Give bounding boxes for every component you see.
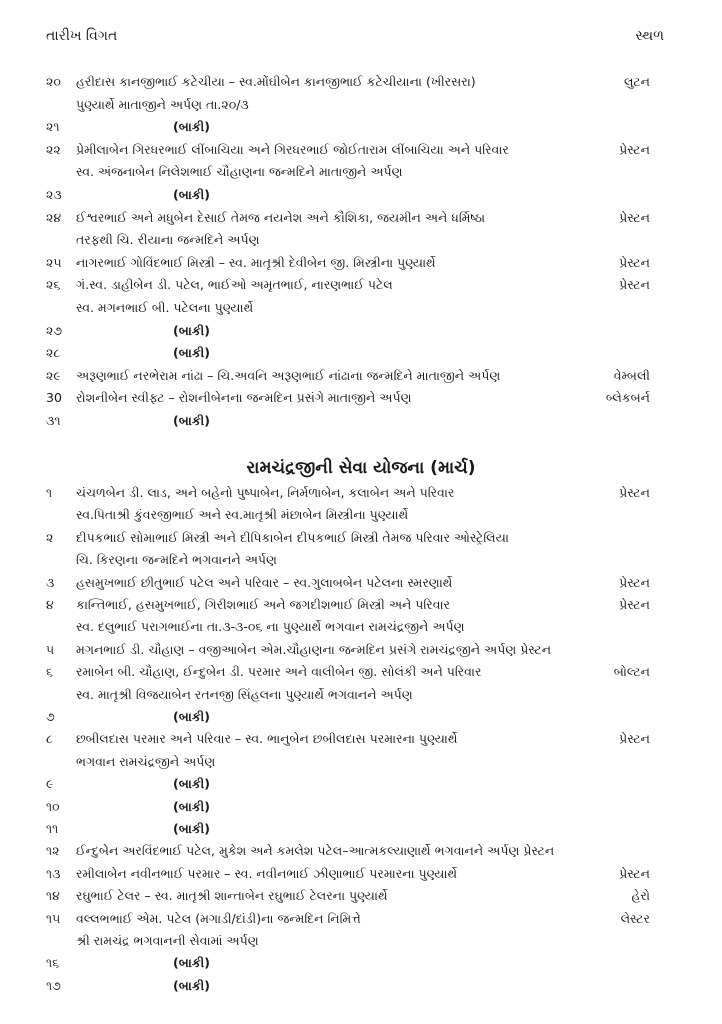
entry-place: બ્લેકબર્ન	[605, 390, 650, 406]
pending-label: (બાકી)	[173, 776, 210, 792]
entry-details: રઘુભાઈ ટેલર – સ્વ. માતૃશ્રી શાન્તાબેન રઘુભાઈ ટેલરના પુણ્યાર્થે	[76, 888, 388, 904]
entry-date: ૪	[46, 597, 54, 612]
entry-place: લેસ્ટર	[620, 910, 650, 926]
entry-date: ૫	[46, 641, 55, 657]
entry-details: રોશનીબેન સ્વીફ્ટ – રોશનીબેનના જન્મદિન પ્રસંગે માતાજીને અર્પણ	[76, 390, 412, 406]
entry-date: ૧૧	[46, 821, 59, 836]
entry-place: હેરો	[631, 888, 650, 904]
pending-label: (બાકી)	[173, 345, 210, 361]
entry-details: સ્વ.પિતાશ્રી કુંવરજીભાઈ અને સ્વ.માતૃશ્રી મંછાબેન મિસ્ત્રીના પુણ્યાર્થે	[76, 507, 409, 523]
entry-details: નાગરભાઈ ગોવિંદભાઈ મિસ્ત્રી – સ્વ. માતૃશ્રી દેવીબેન જી. મિસ્ત્રીના પુણ્યાર્થે	[76, 254, 436, 270]
list-item	[0, 482, 722, 504]
list-item	[0, 71, 722, 93]
list-item	[0, 320, 722, 342]
entry-details: અરૂણભાઈ નરભેરામ નાંઢા – ચિ.અવનિ અરૂણભાઈ નાંઢાના જન્મદિને માતાજીને અર્પણ	[76, 367, 501, 383]
entry-date: ૧૦	[46, 798, 60, 814]
entry-details: રમીલાબેન નવીનભાઈ પરમાર – સ્વ. નવીનભાઈ ઝીણાભાઈ પરમારના પુણ્યાર્થે	[76, 865, 458, 881]
entry-place: પ્રેસ્ટન	[619, 141, 650, 157]
list-item	[0, 549, 722, 571]
list-item	[0, 840, 722, 862]
entry-details: ગં.સ્વ. ડાહીબેન ડી. પટેલ, ભાઈઓ અમૃતભાઈ, નારણભાઈ પટેલ	[76, 277, 393, 293]
list-item	[0, 527, 722, 549]
pending-label: (બાકી)	[173, 413, 210, 428]
entry-details: પ્રેમીલાબેન ગિરધરભાઈ લીંબાચિયા અને ગિરધરભાઈ જોઈતારામ લીંબાચિયા અને પરિવાર	[76, 141, 509, 157]
entry-details: શ્રી રામચંદ્ર ભગવાનની સેવામાં અર્પણ	[76, 933, 259, 948]
entry-details: વલ્લભભાઈ એમ. પટેલ (મગાડી/દાંડી)ના જન્મદિન નિમિત્તે	[76, 910, 361, 926]
entry-details: કાન્તિભાઈ, હસમુખભાઈ, ગિરીશભાઈ અને જગદીશભાઈ મિસ્ત્રી અને પરિવાર	[76, 597, 451, 612]
entry-date: ૮	[46, 731, 53, 747]
list-item	[0, 751, 722, 773]
list-item	[0, 616, 722, 638]
list-item	[0, 773, 722, 795]
list-item	[0, 908, 722, 930]
list-item	[0, 818, 722, 840]
entry-place: પ્રેસ્ટન	[619, 574, 650, 590]
entry-date: 30	[46, 390, 62, 406]
list-item	[0, 885, 722, 907]
entry-place: પ્રેસ્ટન	[619, 731, 650, 747]
entry-date: ૧૫	[46, 910, 61, 926]
header-place: સ્થળ	[635, 28, 664, 44]
entry-date: ૭	[46, 709, 55, 724]
entry-details: દીપકભાઈ સોમાભાઈ મિસ્ત્રી અને દીપિકાબેન દીપકભાઈ મિસ્ત્રી તેમજ પરિવાર ઓસ્ટ્રેલિયા	[76, 529, 509, 545]
entry-details: સ્વ. અંજનાબેન નિલેશભાઈ ચૌહાણના જન્મદિને માતાજીને અર્પણ	[76, 164, 403, 180]
list-item	[0, 139, 722, 161]
list-item	[0, 639, 722, 661]
entry-place: વેમ્બલી	[613, 367, 650, 383]
list-item	[0, 572, 722, 594]
pending-label: (બાકી)	[173, 187, 210, 202]
list-item	[0, 863, 722, 885]
entry-details: મગનભાઈ ડી. ચૌહાણ – વજીઆબેન એમ.ચૌહાણના જન્મદિન પ્રસંગે રામચંદ્રજીને અર્પણ પ્રેસ્ટન	[76, 641, 552, 657]
pending-label: (બાકી)	[173, 709, 210, 724]
list-item	[0, 594, 722, 616]
entry-details: પુણ્યાર્થે માતાજીને અર્પણ તા.૨૦/૩	[76, 96, 249, 112]
entry-date: ૨૪	[46, 209, 62, 225]
list-item	[0, 930, 722, 952]
entry-date: ૨૭	[46, 322, 63, 338]
list-item	[0, 184, 722, 206]
list-item	[0, 274, 722, 296]
entry-date: ૧૩	[46, 865, 61, 881]
entry-details: ચિ. કિરણના જન્મદિને ભગવાનને અર્પણ	[76, 552, 277, 568]
list-item	[0, 207, 722, 229]
list-item	[0, 387, 722, 409]
list-item	[0, 229, 722, 251]
entry-details: તરફથી ચિ. રીયાના જન્મદિને અર્પણ	[76, 232, 260, 248]
entry-date: ૩૧	[46, 413, 61, 428]
entry-details: ઈન્દુબેન અરવિંદભાઈ પટેલ, મુકેશ અને કમલેશ પટેલ–આત્મકલ્યાણાર્થે ભગવાનને અર્પણ પ્રેસ્ટન	[76, 843, 555, 859]
pending-label: (બાકી)	[173, 798, 210, 814]
entry-date: ૧૨	[46, 843, 60, 859]
list-item	[0, 975, 722, 997]
entry-date: ૧	[46, 485, 53, 500]
entry-date: ૧૬	[46, 955, 60, 971]
entry-details: સ્વ. માતૃશ્રી વિજયાબેન રતનજી સિંહલના પુણ્યાર્થે ભગવાનને અર્પણ	[76, 686, 413, 702]
list-item	[0, 661, 722, 683]
list-item	[0, 706, 722, 728]
list-item	[0, 161, 722, 183]
entry-details: હરીદાસ કાનજીભાઈ કટેચીયા – સ્વ.મોંઘીબેન કાનજીભાઈ કટેચીયાના (ખીરસરા)	[76, 74, 476, 89]
entry-date: ૨૩	[46, 187, 62, 202]
entry-date: ૨૧	[46, 119, 60, 135]
list-item	[0, 297, 722, 319]
entry-details: ભગવાન રામચંદ્રજીને અર્પણ	[76, 753, 216, 769]
entry-place: લુટન	[623, 74, 650, 89]
pending-label: (બાકી)	[173, 119, 210, 135]
entry-date: ૨૦	[46, 74, 61, 89]
entry-date: ૩	[46, 574, 55, 590]
entry-date: ૧૪	[46, 888, 60, 904]
list-item	[0, 365, 722, 387]
pending-label: (બાકી)	[173, 955, 210, 971]
entry-date: ૨૮	[46, 345, 61, 361]
list-item	[0, 504, 722, 526]
entry-date: ૨૬	[46, 277, 61, 293]
pending-label: (બાકી)	[173, 821, 210, 836]
entry-details: સ્વ. દલુભાઈ પરાગભાઈના તા.૩-૩-૦૬ ના પુણ્યાર્થે ભગવાન રામચંદ્રજીને અર્પણ	[76, 619, 465, 635]
entry-date: ૨૫	[46, 254, 62, 270]
entry-date: ૨	[46, 529, 54, 545]
column-header	[46, 28, 664, 50]
entry-date: ૨૨	[46, 141, 61, 157]
entry-details: ચંચળબેન ડી. લાડ, અને બહેનો પુષ્પાબેન, નિર્મળાબેન, કલાબેન અને પરિવાર	[76, 485, 455, 500]
entry-date: ૯	[46, 776, 54, 792]
entry-details: હસમુખભાઈ છીતુભાઈ પટેલ અને પરિવાર – સ્વ.ગુલાબબેન પટેલના સ્મરણાર્થે	[76, 574, 453, 590]
entry-details: ઈશ્વરભાઈ અને મધુબેન દેસાઈ તેમજ નયનેશ અને કૌશિકા, જયમીન અને ધર્મિષ્ઠા	[76, 209, 486, 225]
entry-place: પ્રેસ્ટન	[619, 209, 650, 225]
entry-place: પ્રેસ્ટન	[619, 865, 650, 881]
entry-place: બોલ્ટન	[613, 664, 650, 680]
list-item	[0, 410, 722, 432]
list-item	[0, 952, 722, 974]
list-item	[0, 116, 722, 138]
entry-date: ૧૭	[46, 977, 61, 993]
entry-details: સ્વ. મગનભાઈ બી. પટેલના પુણ્યાર્થે	[76, 300, 254, 315]
entry-place: પ્રેસ્ટન	[619, 277, 650, 293]
list-item	[0, 796, 722, 818]
pending-label: (બાકી)	[173, 322, 210, 338]
section-title: રામચંદ્રજીની સેવા યોજના (માર્ચ)	[246, 458, 476, 478]
list-item	[0, 94, 722, 116]
list-item	[0, 252, 722, 274]
entry-place: પ્રેસ્ટન	[619, 254, 650, 270]
entry-date: ૨૯	[46, 367, 61, 383]
list-item	[0, 684, 722, 706]
pending-label: (બાકી)	[173, 977, 210, 993]
entry-place: પ્રેસ્ટન	[619, 485, 650, 500]
list-item	[0, 728, 722, 750]
header-date-details: તારીખ વિગત	[46, 28, 118, 44]
entry-date: ૬	[46, 664, 54, 680]
entry-details: છબીલદાસ પરમાર અને પરિવાર – સ્વ. ભાનુબેન છબીલદાસ પરમારના પુણ્યાર્થે	[76, 731, 458, 747]
list-item	[0, 342, 722, 364]
entry-place: પ્રેસ્ટન	[619, 597, 650, 612]
entry-details: રમાબેન બી. ચૌહાણ, ઈન્દુબેન ડી. પરમાર અને વાલીબેન જી. સોલંકી અને પરિવાર	[76, 664, 482, 680]
